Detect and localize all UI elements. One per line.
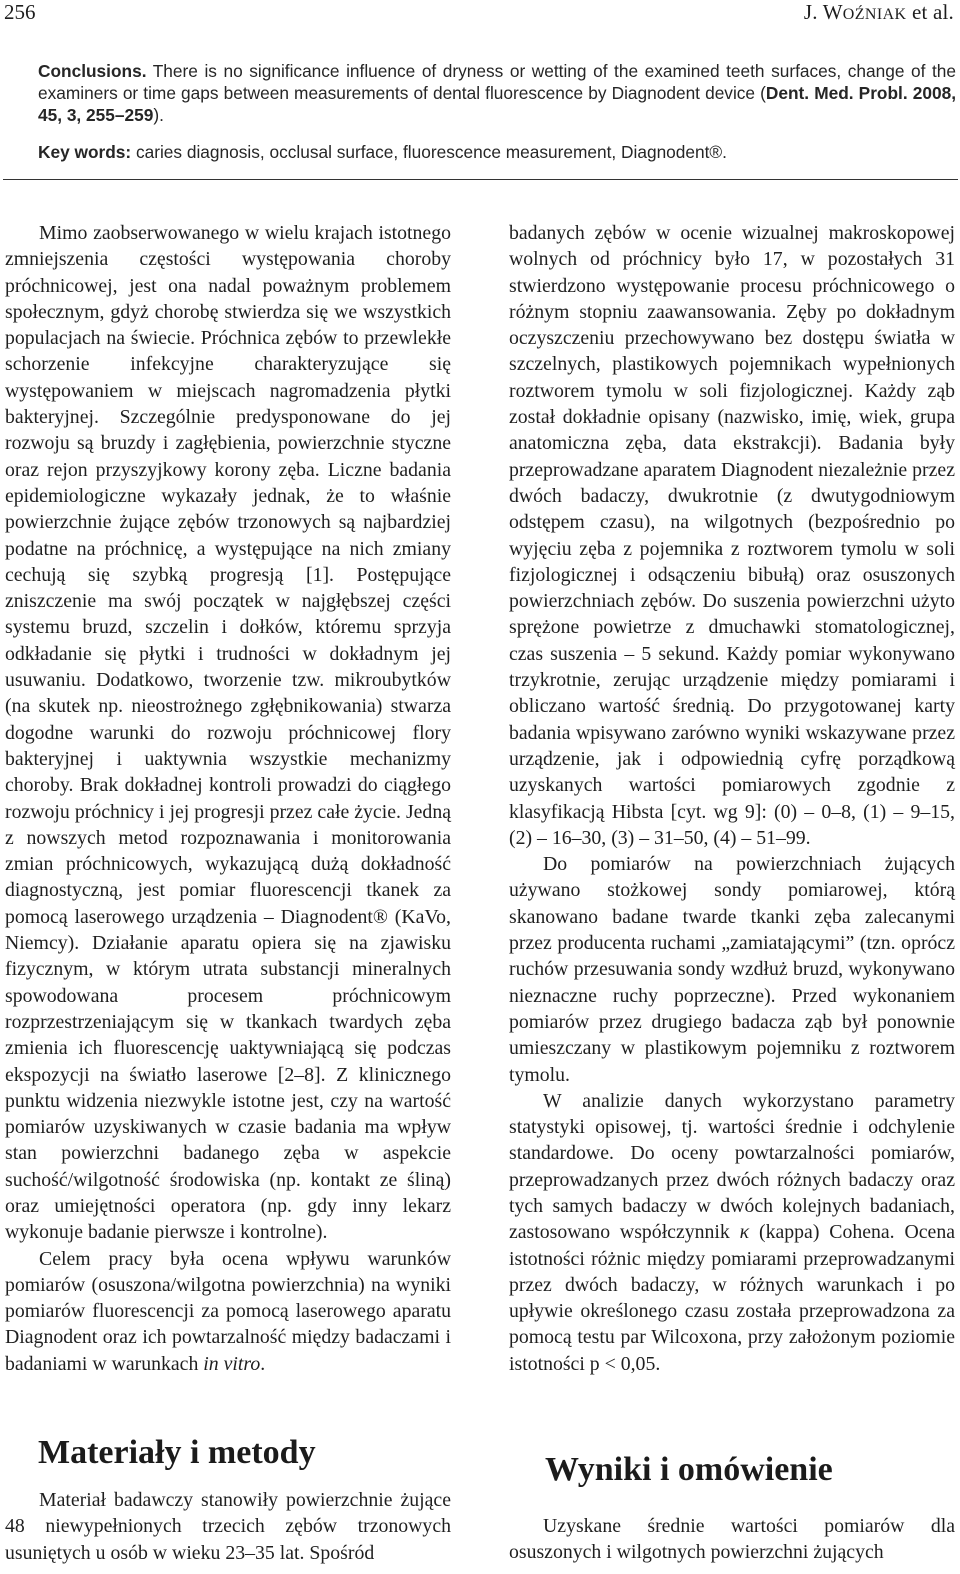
conclusions-citation: Dent. Med. Probl. 2008, 45, 3, 255–259 bbox=[38, 82, 956, 125]
stats-text: W analizie danych wykorzystano parametry statystyki opisowej, tj. wartości średnie i odchylenie standardowe. Do oceny powtarzalności pomiarów, przeprowadzanych przez dwóch różnych badaczy oraz tych samych badaczy w dwóch kolejnych badaniach, zastosowano współczynnik bbox=[509, 1089, 955, 1244]
aim-end: . bbox=[260, 1352, 266, 1375]
methods-paragraph-2: Do pomiarów na powierzchniach żujących używano stożkowej sondy pomiarowej, którą skanowano badane twarde tkanki zęba zalecanymi przez producenta ruchami „zamiatającymi” (tzn. oprócz ruchów przesuwania sondy wzdłuż bruzd, wykonywano nieznaczne ruchy poprzeczne). Przed wykonaniem pomiarów przez drugiego badacza ząb był ponownie umieszczany w plastikowym pojemniku z roztworem tymolu. bbox=[509, 853, 955, 1086]
aim-text: Celem pracy była ocena wpływu warunków pomiarów (osuszona/wilgotna powierzchnia) na wyniki pomiarów fluorescencji za pomocą laserowego aparatu Diagnodent oraz ich powtarzalność między badaczami i badaniami w warunkach bbox=[5, 1247, 451, 1375]
results-paragraph: Uzyskane średnie wartości pomiarów dla osuszonych i wilgotnych powierzchni żujących bbox=[509, 1515, 955, 1564]
abstract-keywords bbox=[38, 142, 956, 164]
intro-paragraph-1: Mimo zaobserwowanego w wielu krajach istotnego zmniejszenia częstości występowania choroby próchnicowej, jest ona nadal poważnym problemem społecznym, gdyż chorobę stwierdza się we wszystkich populacjach na świecie. Próchnica zębów to przewlekłe schorzenie infekcyjne charakteryzujące się występowaniem w miejscach nagromadzenia płytki bakteryjnej. Szczególnie predysponowane do jej rozwoju są bruzdy i zagłębienia, powierzchnie styczne oraz rejon przyszyjkowy korony zęba. Liczne badania epidemiologiczne wykazały jednak, że to właśnie powierzchnie żujące zębów trzonowych są najbardziej podatne na próchnicę, a występujące na nich zmiany cechują się szybką progresją [1]. Postępujące zniszczenie ma swój początek w najgłębszej części systemu bruzd, szczelin i dołków, któremu sprzyja odkładanie się płytki i trudności w dokładnym jej usuwaniu. Dodatkowo, tworzenie tzw. mikroubytków (na skutek np. nieostrożnego zgłębnikowania) stwarza dogodne warunki do rozwoju próchnicowej flory bakteryjnej i uaktywnia wszystkie mechanizmy choroby. Brak dokładnej kontroli prowadzi do ciągłego rozwoju próchnicy i jej progresji przez całe życie. Jedną z nowszych metod rozpoznawania i monitorowania zmian próchnicowych, wykazującą dużą dokładność diagnostyczną, jest pomiar fluorescencji tkanek za pomocą laserowego urządzenia – Diagnodent® (KaVo, Niemcy). Działanie aparatu opiera się na zjawisku fizycznym, w którym utrata substancji mineralnych spowodowana procesem próchnicowym rozprzestrzeniającym się w tkankach twardych zęba zmienia ich fluorescencję uaktywniającą się podczas ekspozycji na światło laserowe [2–8]. Z klinicznego punktu widzenia niezwykle istotne jest, czy na wartość pomiarów uzyskiwanych w czasie badania ma wpływ stan powierzchni badanego zęba w aspekcie suchość/wilgotność środowiska (np. kontakt ze śliną) oraz umiejętności operatora (np. gdy inny lekarz wykonuje badanie pierwsze i kontrolne). bbox=[5, 222, 451, 1244]
materials-column bbox=[5, 1487, 451, 1566]
left-column bbox=[5, 220, 451, 1377]
kappa-symbol: κ bbox=[739, 1221, 750, 1244]
conclusions-label: Conclusions. bbox=[38, 61, 147, 81]
authors-tail: et al. bbox=[906, 0, 954, 24]
running-header bbox=[4, 0, 954, 28]
section-heading-materials: Materiały i metody bbox=[38, 1434, 316, 1471]
section-divider bbox=[3, 179, 958, 180]
running-authors bbox=[804, 0, 954, 27]
methods-paragraph-1: badanych zębów w ocenie wizualnej makroskopowej wolnych od próchnicy było 17, w pozostałych 31 stwierdzono występowanie procesu próchnicowego o różnym stopniu zaawansowania. Zęby po dokładnym oczyszczeniu przechowywano bez dostępu światła w szczelnych, plastikowych pojemnikach wypełnionych roztworem tymolu w soli fizjologicznej. Każdy ząb został dokładnie opisany (nazwisko, imię, wiek, grupa anatomiczna zęba, data ekstrakcji). Badania były przeprowadzane aparatem Diagnodent niezależnie przez dwóch badaczy, dwukrotnie (z dwutygodniowym odstępem czasu), na wilgotnych (bezpośrednio po wyjęciu zęba z pojemnika z roztworem tymolu w soli fizjologicznej i odsączeniu bibułą) oraz osuszonych powierzchniach zębów. Do suszenia powierzchni użyto sprężone powietrze z dmuchawki stomatologicznej, czas suszenia – 5 sekund. Każdy pomiar wykonywano trzykrotnie, zerując urządzenie między pomiarami i obliczano wartość średnią. Do przygotowanej karty badania wpisywano zarówno wyniki wskazywane przez urządzenie, jak i odpowiednią cyfrę porządkową uzyskanych wartości pomiarowych zgodnie z klasyfikacją Hibsta [cyt. wg 9]: (0) – 0–8, (1) – 9–15, (2) – 16–30, (3) – 31–50, (4) – 51–99. bbox=[509, 222, 955, 849]
intro-paragraph-2 bbox=[5, 1246, 451, 1377]
methods-paragraph-3 bbox=[509, 1088, 955, 1377]
keywords-label: Key words: bbox=[38, 142, 132, 162]
authors-small-caps: OŹNIAK bbox=[842, 6, 907, 23]
results-column bbox=[509, 1513, 955, 1566]
conclusions-text: There is no significance influence of dryness or wetting of the examined teeth surfaces, change of the examiners or time gaps between measurements of dental fluorescence by Diagnodent device ( bbox=[38, 61, 956, 103]
conclusions-end: ). bbox=[153, 104, 164, 125]
section-heading-results: Wyniki i omówienie bbox=[545, 1451, 833, 1488]
aim-italic: in vitro bbox=[203, 1352, 261, 1375]
stats-text-end: (kappa) Cohena. Ocena istotności różnic między pomiarami przeprowadzanymi przez dwóch badaczy, w różnych warunkach i po upływie określonego czasu została przeprowadzona za pomocą testu par Wilcoxona, przy założonym poziomie istotności p < 0,05. bbox=[509, 1221, 955, 1375]
keywords-text: caries diagnosis, occlusal surface, fluorescence measurement, Diagnodent®. bbox=[131, 142, 727, 162]
materials-paragraph: Materiał badawczy stanowiły powierzchnie żujące 48 niewypełnionych trzecich zębów trzonowych usuniętych u osób w wieku 23–35 lat. Spośród bbox=[5, 1489, 451, 1564]
abstract-conclusions bbox=[38, 61, 956, 126]
authors-initial: J. W bbox=[803, 0, 843, 24]
page-number: 256 bbox=[4, 0, 36, 24]
right-column bbox=[509, 220, 955, 1377]
